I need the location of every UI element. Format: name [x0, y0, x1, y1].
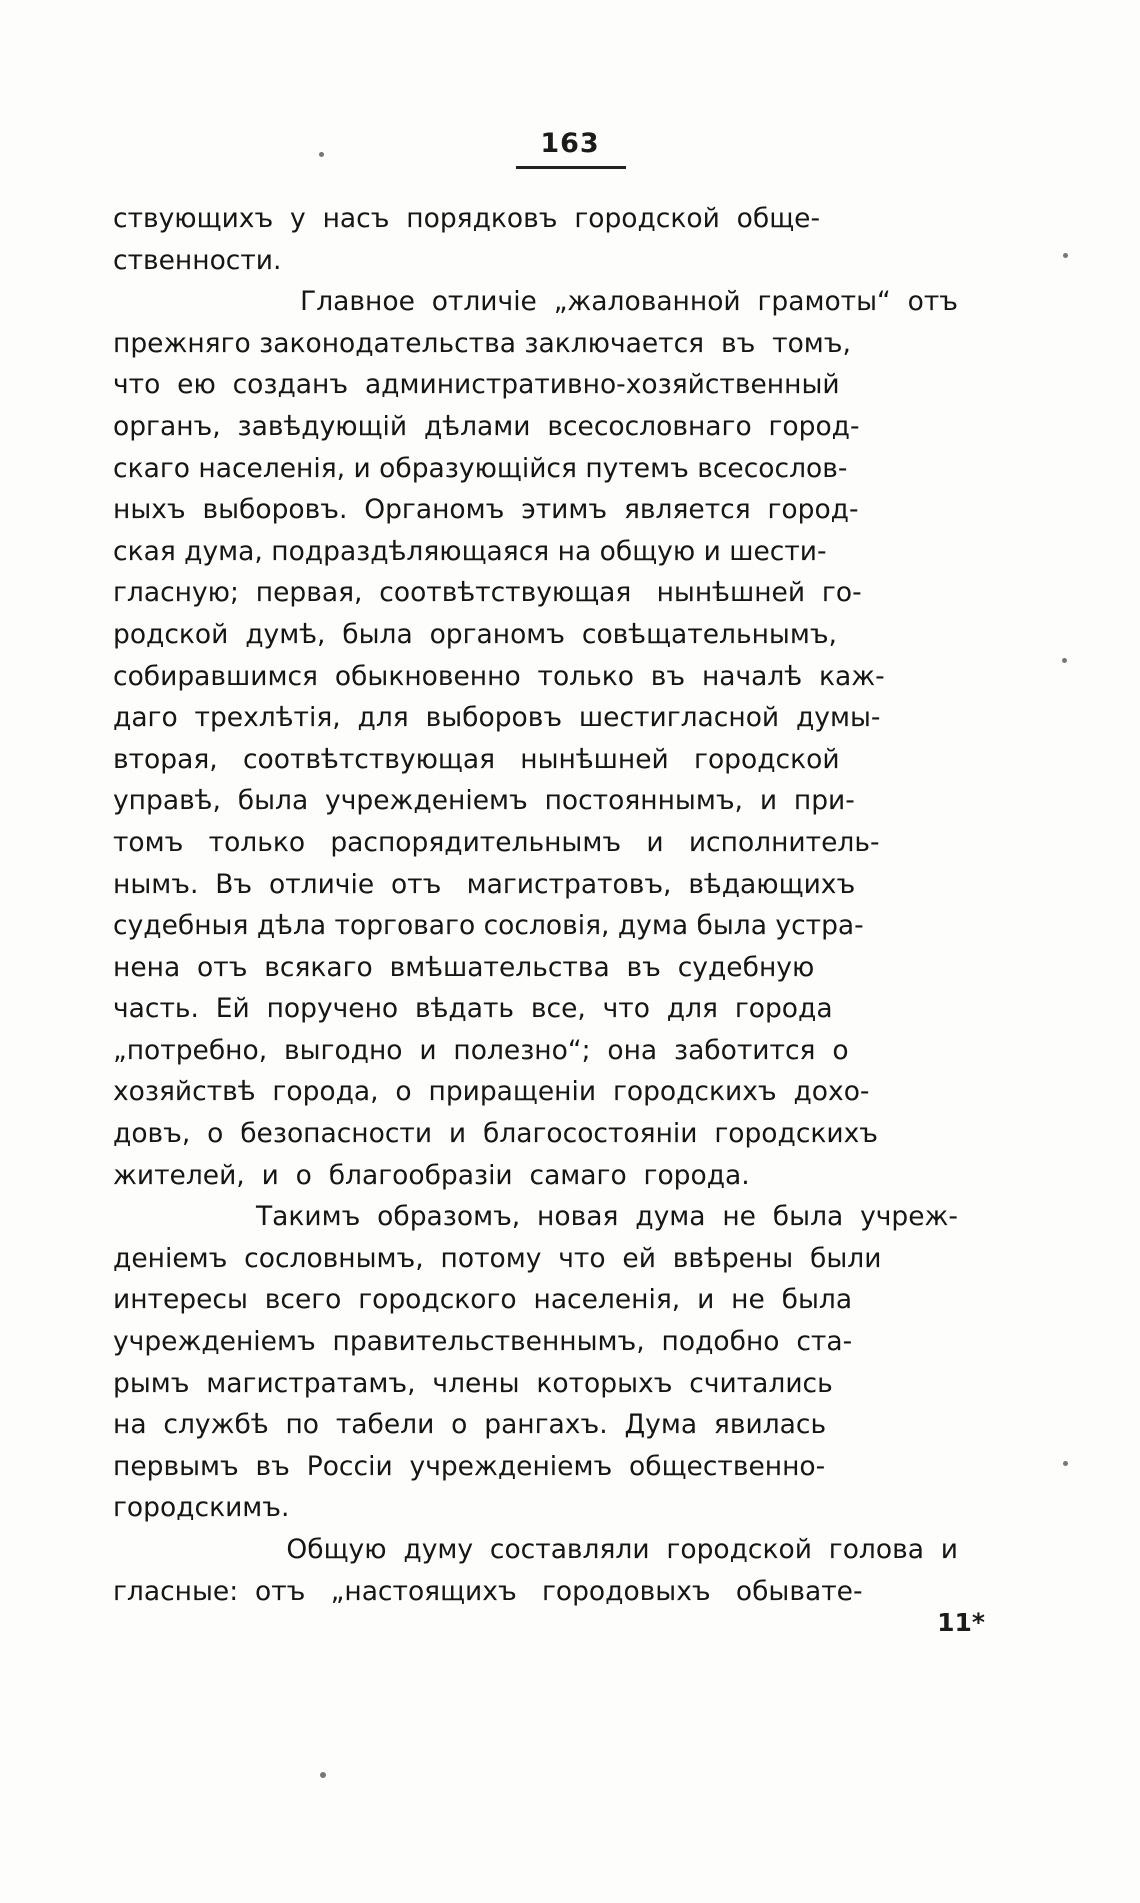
text-line: собиравшимся обыкновенно только въ началѣ каж-: [113, 660, 885, 692]
text-line: нымъ. Въ отличіе отъ магистратовъ, вѣдающихъ: [113, 868, 856, 900]
text-line: родской думѣ, была органомъ совѣщательнымъ,: [113, 618, 837, 650]
text-line: на службѣ по табели о рангахъ. Дума явилась: [113, 1409, 827, 1441]
body-text: [113, 198, 958, 1612]
text-line: прежняго законодательства заключается въ томъ,: [113, 327, 851, 359]
text-line: томъ только распорядительнымъ и исполнитель-: [113, 826, 880, 858]
page-speck: [319, 152, 324, 157]
text-line: хозяйствѣ города, о приращеніи городскихъ дохо-: [113, 1076, 870, 1108]
paragraph-indent: [113, 1529, 157, 1571]
text-line: вторая, соотвѣтствующая нынѣшней городской: [113, 743, 840, 775]
text-line: „потребно, выгодно и полезно“; она заботится о: [113, 1034, 849, 1066]
text-line: даго трехлѣтія, для выборовъ шестигласной думы-: [113, 702, 881, 734]
text-line: ныхъ выборовъ. Органомъ этимъ является город-: [113, 494, 859, 526]
text-line: Общую думу составляли городской голова и: [113, 1529, 958, 1571]
text-line: деніемъ сословнымъ, потому что ей ввѣрены были: [113, 1242, 882, 1274]
text-line: жителей, и о благообразіи самаго города.: [113, 1159, 750, 1191]
paragraph-general-duma: [113, 1529, 958, 1612]
paragraph-main-difference: [113, 281, 958, 1196]
text-line: гласные: отъ „настоящихъ городовыхъ обывате-: [113, 1575, 863, 1607]
text-line: первымъ въ Россіи учрежденіемъ общественно-: [113, 1450, 826, 1482]
text-line: интересы всего городского населенія, и не была: [113, 1284, 853, 1316]
text-line: ственности.: [113, 244, 282, 276]
paragraph-indent: [113, 1196, 157, 1238]
page-speck: [320, 1772, 326, 1778]
signature-mark: 11*: [937, 1608, 985, 1637]
text-line: Такимъ образомъ, новая дума не была учреж-: [113, 1196, 958, 1238]
page-speck: [1062, 658, 1067, 663]
page-speck: [1063, 1461, 1068, 1466]
text-line: скаго населенія, и образующійся путемъ всесослов-: [113, 452, 848, 484]
paragraph-continued: [113, 198, 958, 281]
text-line: гласную; первая, соотвѣтствующая нынѣшней го-: [113, 577, 862, 609]
text-line: учрежденіемъ правительственнымъ, подобно ста-: [113, 1326, 853, 1358]
text-line: ская дума, подраздѣляющаяся на общую и шести-: [113, 535, 827, 567]
text-line: Главное отличіе „жалованной грамоты“ отъ: [113, 281, 958, 323]
text-line: управѣ, была учрежденіемъ постояннымъ, и при-: [113, 785, 855, 817]
paragraph-new-duma: [113, 1196, 958, 1529]
text-line: часть. Ей поручено вѣдать все, что для города: [113, 993, 833, 1025]
text-line: городскимъ.: [113, 1492, 290, 1524]
header-rule: [516, 166, 626, 169]
page-speck: [1063, 253, 1068, 258]
paragraph-indent: [113, 281, 157, 323]
text-line: довъ, о безопасности и благосостояніи городскихъ: [113, 1118, 879, 1150]
text-line: нена отъ всякаго вмѣшательства въ судебную: [113, 951, 815, 983]
text-line: судебныя дѣла торговаго сословія, дума была устра-: [113, 910, 864, 942]
text-line: рымъ магистратамъ, члены которыхъ считались: [113, 1367, 833, 1399]
text-line: что ею созданъ административно-хозяйственный: [113, 369, 840, 401]
text-line: органъ, завѣдующій дѣлами всесословнаго город-: [113, 410, 860, 442]
text-line: ствующихъ у насъ порядковъ городской обще-: [113, 203, 821, 234]
page-number: 163: [540, 128, 600, 159]
